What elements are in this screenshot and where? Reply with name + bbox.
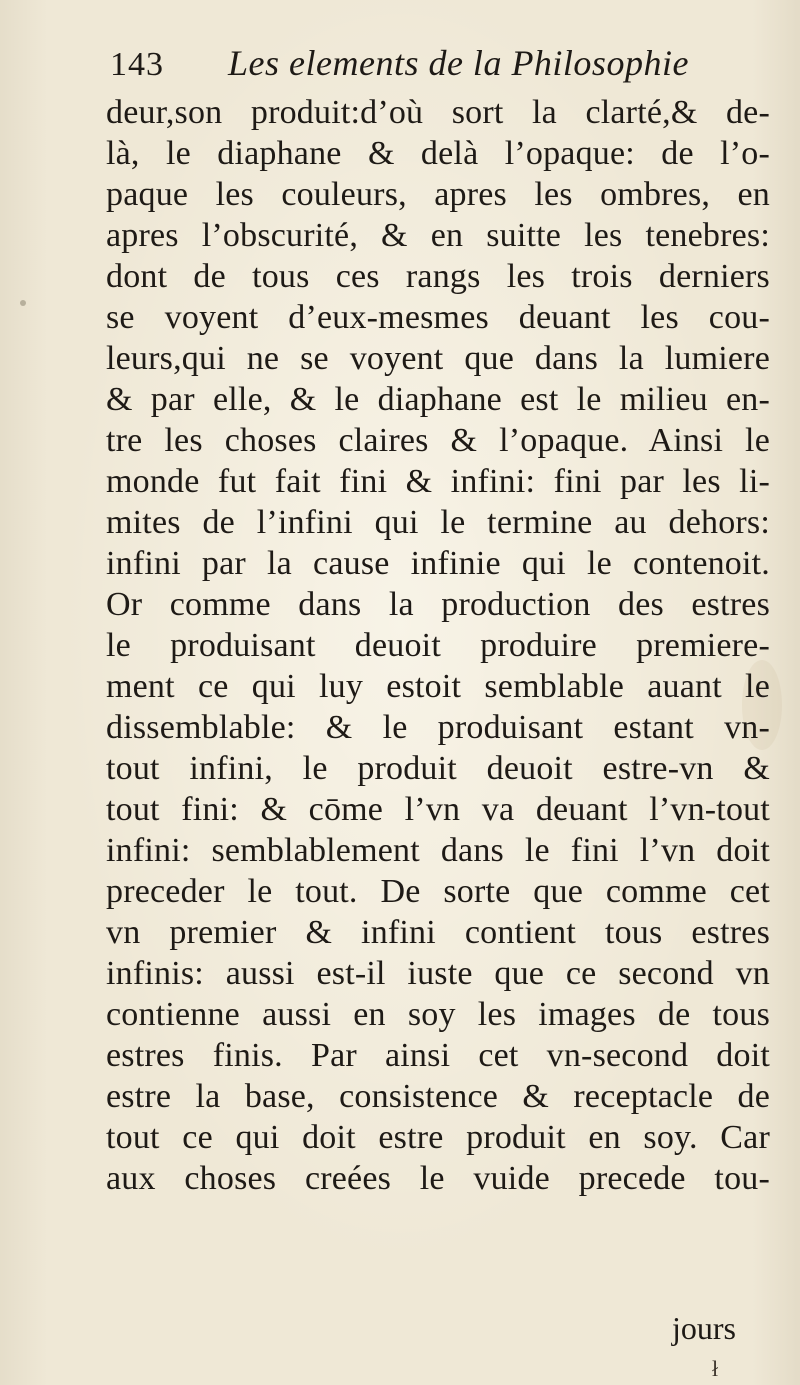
text-line: estre la base, consistence & receptacle de [106,1078,770,1115]
text-line: paque les couleurs, apres les ombres, en [106,176,770,213]
text-line: ment ce qui luy estoit semblable auant le [106,668,770,705]
running-title: Les elements de la Philosophie [228,43,689,83]
body-text [106,92,770,1199]
text-line: estres finis. Par ainsi cet vn-second doit [106,1037,770,1074]
text-line: tout fini: & cōme l’vn va deuant l’vn-tout [106,791,770,828]
text-line: contienne aussi en soy les images de tous [106,996,770,1033]
text-line: tre les choses claires & l’opaque. Ainsi le [106,422,770,459]
text-line: tout infini, le produit deuoit estre-vn & [106,750,770,787]
text-line: le produisant deuoit produire premiere- [106,627,770,664]
text-line: & par elle, & le diaphane est le milieu en- [106,381,770,418]
paper-stain [20,300,26,306]
text-line: leurs,qui ne se voyent que dans la lumiere [106,340,770,377]
text-line: vn premier & infini contient tous estres [106,914,770,951]
text-line: dont de tous ces rangs les trois derniers [106,258,770,295]
text-line: apres l’obscurité, & en suitte les tenebres: [106,217,770,254]
text-line: infini: semblablement dans le fini l’vn doit [106,832,770,869]
text-line: deur,son produit:d’où sort la clarté,& de- [106,94,770,131]
text-line: preceder le tout. De sorte que comme cet [106,873,770,910]
signature-mark: ł [712,1356,719,1381]
text-line: Or comme dans la production des estres [106,586,770,623]
text-line: infinis: aussi est-il iuste que ce second vn [106,955,770,992]
text-line: se voyent d’eux-mesmes deuant les cou- [106,299,770,336]
running-head [110,40,710,90]
catchword: jours [672,1310,736,1346]
text-line: tout ce qui doit estre produit en soy. Car [106,1119,770,1156]
text-line: aux choses creées le vuide precede tou- [106,1160,770,1197]
text-line: infini par la cause infinie qui le contenoit. [106,545,770,582]
page-number: 143 [110,46,164,83]
text-line: dissemblable: & le produisant estant vn- [106,709,770,746]
text-line: monde fut fait fini & infini: fini par les li- [106,463,770,500]
text-line: mites de l’infini qui le termine au dehors: [106,504,770,541]
text-line: là, le diaphane & delà l’opaque: de l’o- [106,135,770,172]
